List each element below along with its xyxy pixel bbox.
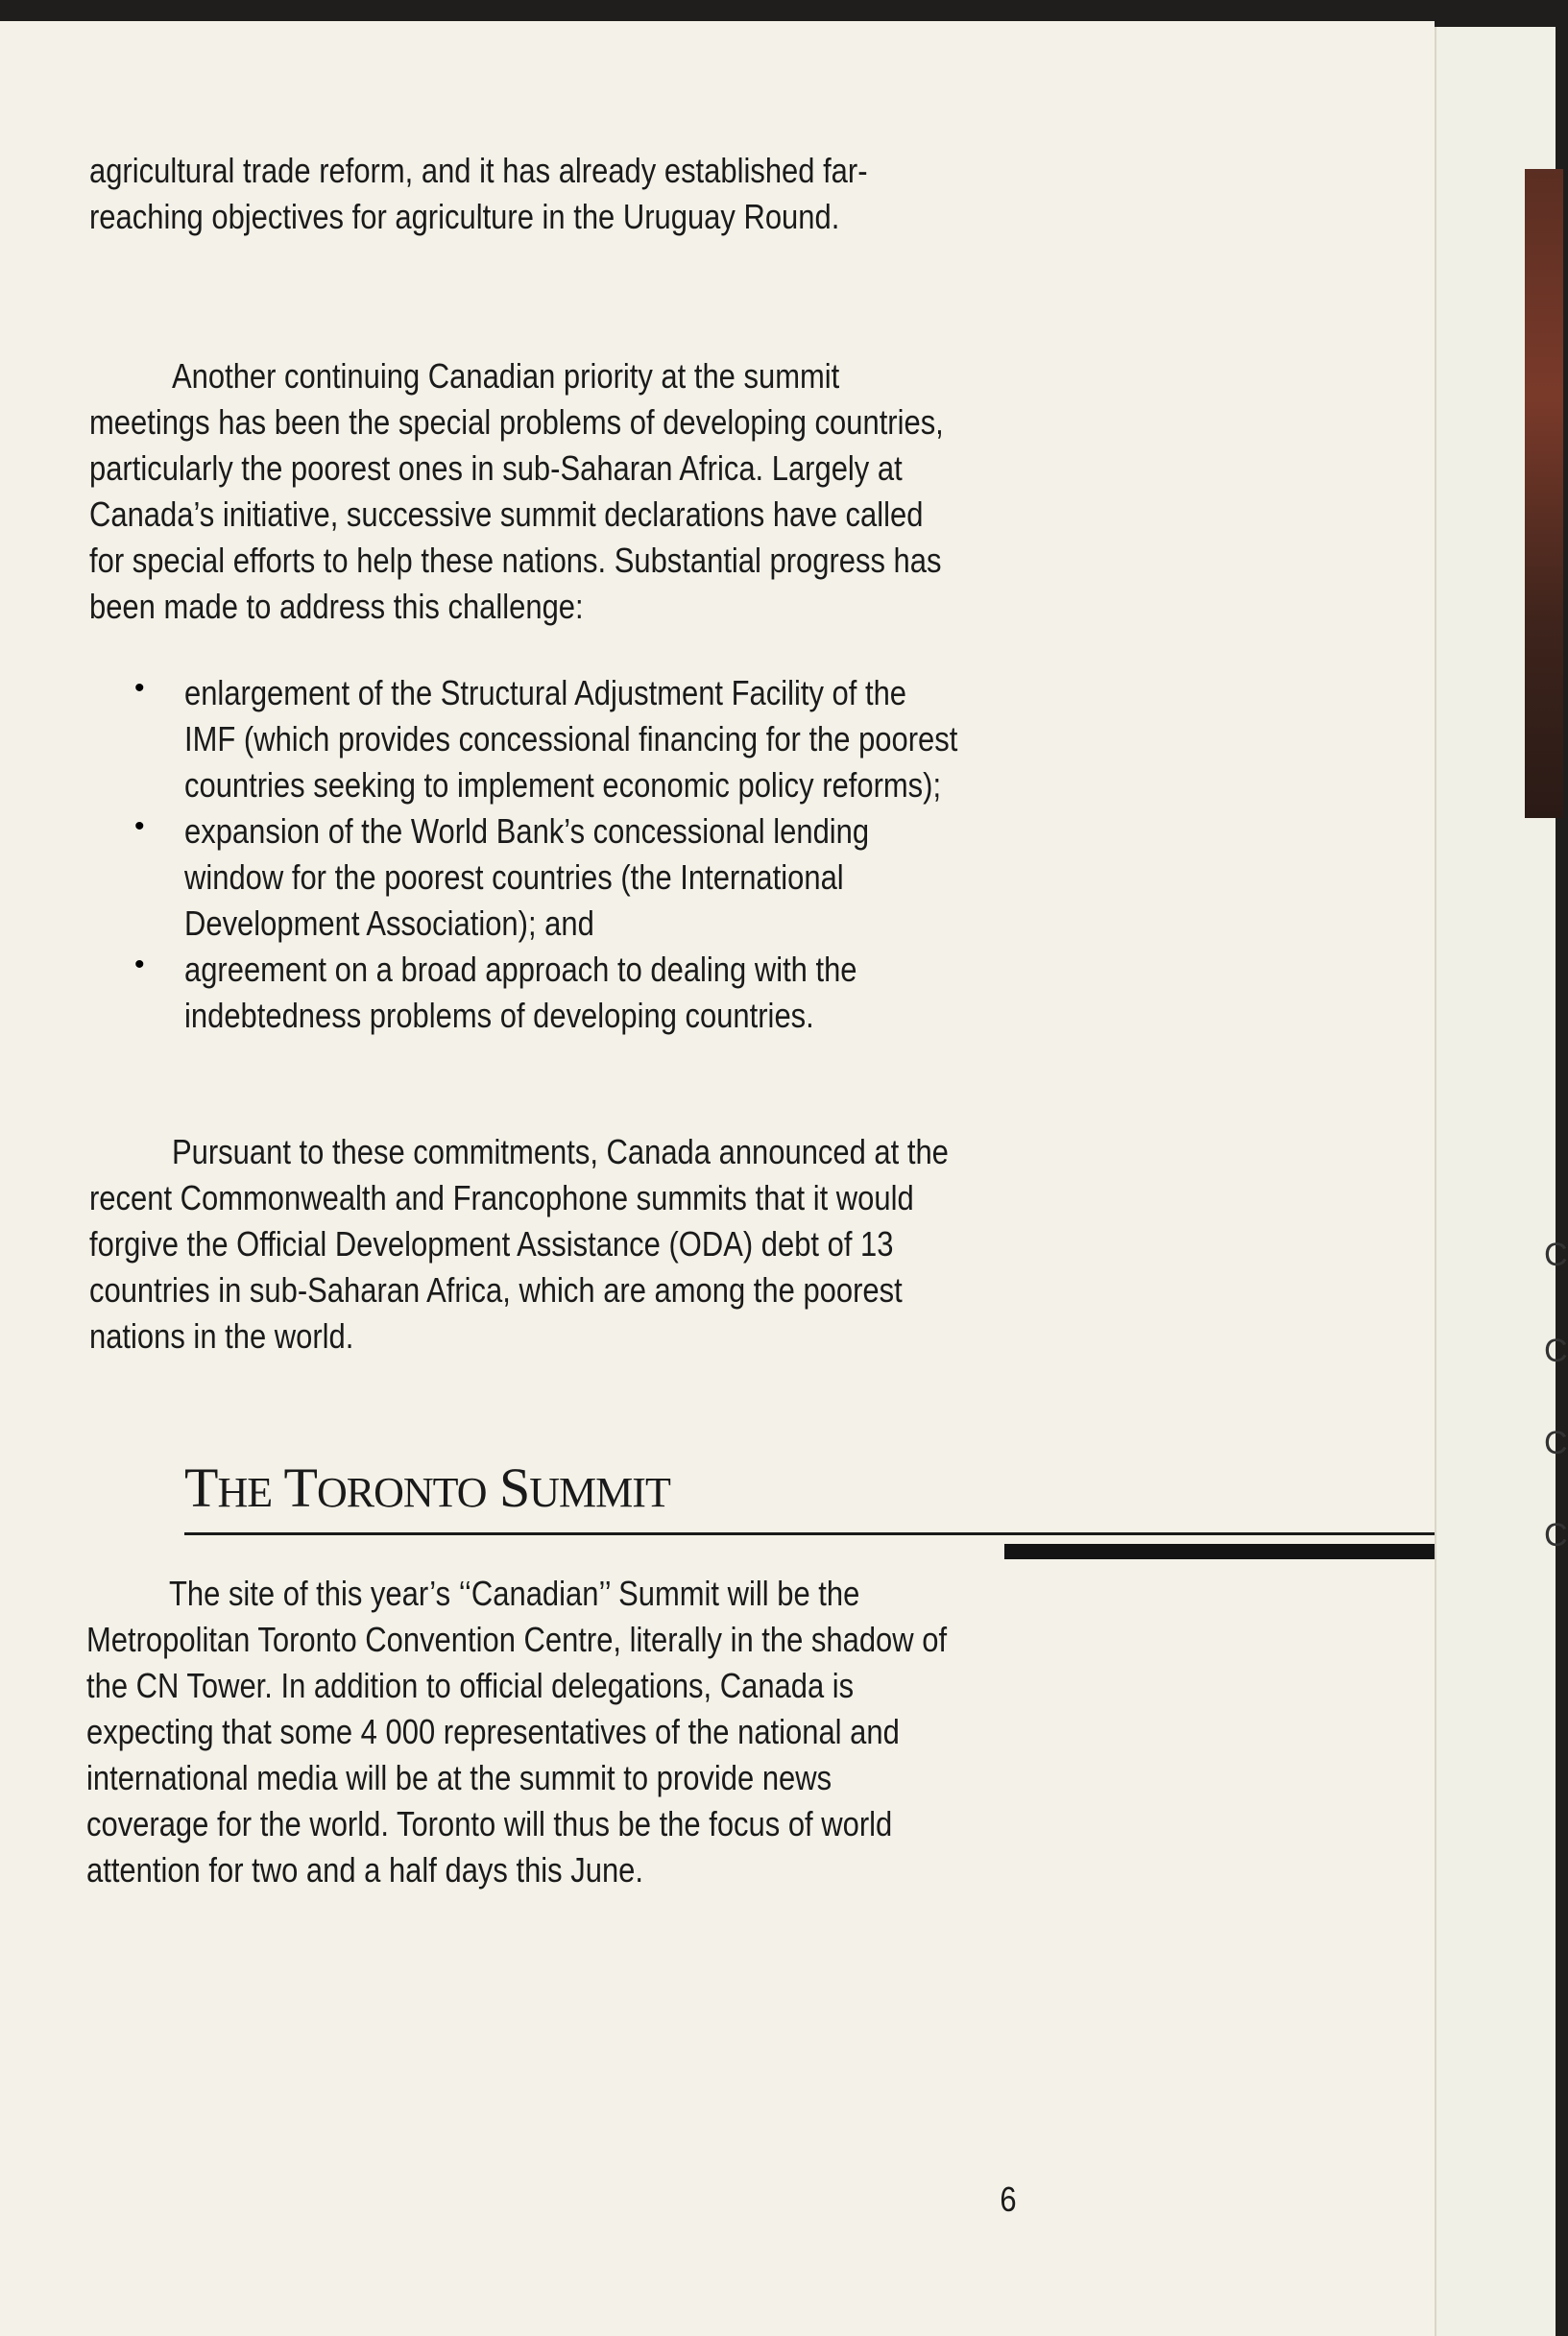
paragraph-debt-forgiveness: [89, 1129, 1107, 1360]
facing-page-glyph: C: [1544, 1517, 1568, 1553]
facing-page-glyph: C: [1544, 1425, 1568, 1461]
heading-rule: [184, 1532, 1435, 1535]
paragraph-text: The site of this year’s ‘‘Canadian’’ Summit will be the Metropolitan Toronto Convention Centre, literally in the shadow of the CN Tower. In addition to official delegations, Canada is expecting that some 4 000 representatives of the national and international media will be at the summit to provide news coverage for the world. Toronto will thus be the focus of world attention for two and a half days this June.: [86, 1574, 948, 1890]
page-number: 6: [1000, 2179, 1017, 2219]
paragraph-toronto-site: [86, 1571, 1104, 1893]
list-item: [131, 808, 1091, 947]
facing-page-photo: [1525, 169, 1563, 818]
document-page: [0, 21, 1435, 2336]
list-item: [131, 670, 1091, 808]
paragraph-text: Pursuant to these commitments, Canada announced at the recent Commonwealth and Francophone summits that it would forgive the Official Development Assistance (ODA) debt of 13 countries in sub-Saharan Africa, which are among the poorest nations in the world.: [89, 1132, 949, 1356]
facing-page-edge: [1435, 27, 1568, 2336]
list-item-text: agreement on a broad approach to dealing with the indebtedness problems of developing countries.: [184, 950, 857, 1035]
paragraph-text: Another continuing Canadian priority at the summit meetings has been the special problems of developing countries, particularly the poorest ones in sub-Saharan Africa. Largely at Canada’s initiative, successive summit declarations have called for special efforts to help these nations. Substantial progress has been made to address this challenge:: [89, 356, 944, 626]
bullet-icon: •: [134, 810, 145, 842]
bullet-icon: •: [134, 949, 145, 980]
heading-rule-bar: [1004, 1544, 1435, 1559]
paragraph-developing-countries: [89, 353, 1107, 630]
paragraph-text: agricultural trade reform, and it has already established far-reaching objectives for agriculture in the Uruguay Round.: [89, 151, 868, 236]
section-heading: THE TORONTO SUMMIT: [184, 1457, 670, 1519]
list-item-text: enlargement of the Structural Adjustment Facility of the IMF (which provides concessional financing for the poorest countries seeking to implement economic policy reforms);: [184, 673, 958, 805]
facing-page-glyph: C: [1544, 1237, 1568, 1273]
list-item-text: expansion of the World Bank’s concessional lending window for the poorest countries (the International Development Association); and: [184, 811, 870, 943]
list-item: [131, 947, 1091, 1039]
bullet-icon: •: [134, 672, 145, 704]
bullet-list: [131, 670, 1091, 1039]
facing-page-glyph: C: [1544, 1333, 1568, 1369]
paragraph-agriculture: [89, 148, 1107, 240]
